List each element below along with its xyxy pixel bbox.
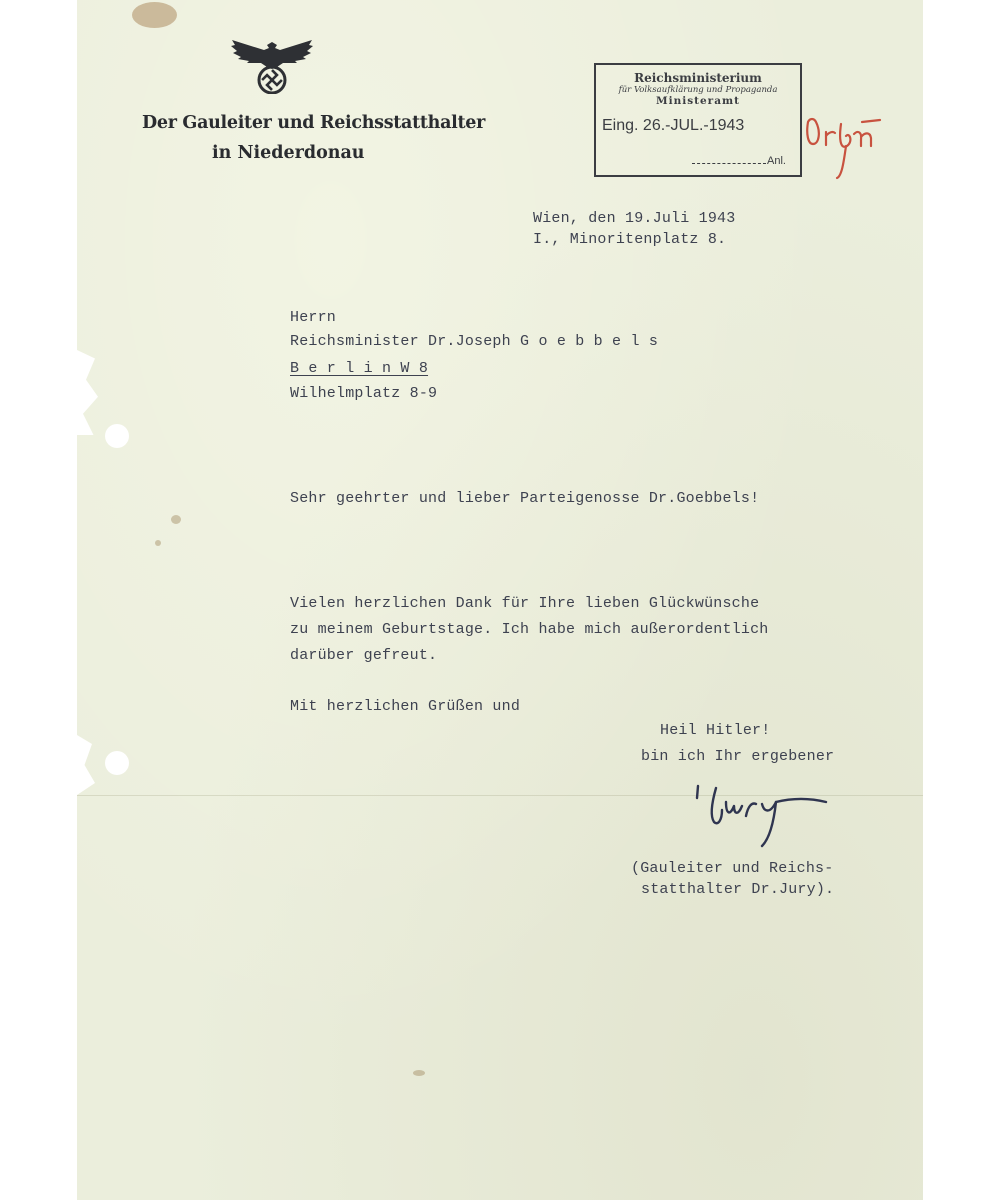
recipient-salutation: Herrn	[290, 309, 337, 326]
recipient-street: Wilhelmplatz 8-9	[290, 385, 438, 402]
torn-edge	[77, 350, 107, 435]
stamp-attachments: Anl.	[767, 155, 786, 167]
recipient-name: Reichsminister Dr.Joseph G o e b b e l s	[290, 333, 659, 350]
signatory-title-line1: (Gauleiter und Reichs-	[631, 860, 834, 877]
closing-phrase: Mit herzlichen Grüßen und	[290, 698, 521, 715]
punch-hole	[105, 751, 129, 775]
recipient-city: B e r l i n W 8	[290, 360, 429, 377]
stain-spot	[413, 1070, 425, 1076]
torn-edge	[77, 735, 107, 795]
stain-spot	[155, 540, 161, 546]
stamp-office: Ministeramt	[656, 95, 740, 107]
letterhead-subtitle: in Niederdonau	[212, 143, 365, 163]
stamp-ministry: Reichsministerium	[634, 71, 762, 85]
stain-spot	[171, 515, 181, 524]
letterhead-title: Der Gauleiter und Reichsstatthalter	[142, 113, 486, 133]
letter-date: Wien, den 19.Juli 1943	[533, 210, 736, 227]
closing-sign-off: bin ich Ihr ergebener	[641, 748, 835, 765]
punch-hole	[105, 424, 129, 448]
sender-address: I., Minoritenplatz 8.	[533, 231, 727, 248]
closing-salute: Heil Hitler!	[660, 722, 771, 739]
body-line: darüber gefreut.	[290, 647, 438, 664]
letter-greeting: Sehr geehrter und lieber Parteigenosse Dr.Goebbels!	[290, 490, 760, 507]
body-line: Vielen herzlichen Dank für Ihre lieben Glückwünsche	[290, 595, 760, 612]
rust-stain	[132, 2, 177, 28]
red-handwritten-initials	[804, 110, 884, 182]
signatory-title-line2: statthalter Dr.Jury).	[641, 881, 835, 898]
stamp-received-date: Eing. 26.-JUL.-1943	[602, 117, 745, 134]
stamp-department: für Volksaufklärung und Propaganda	[618, 85, 778, 95]
stamp-dotted-line	[692, 163, 766, 164]
handwritten-signature	[692, 780, 832, 852]
body-line: zu meinem Geburtstage. Ich habe mich außerordentlich	[290, 621, 769, 638]
eagle-swastika-emblem-icon	[229, 36, 315, 94]
received-stamp	[594, 63, 802, 177]
